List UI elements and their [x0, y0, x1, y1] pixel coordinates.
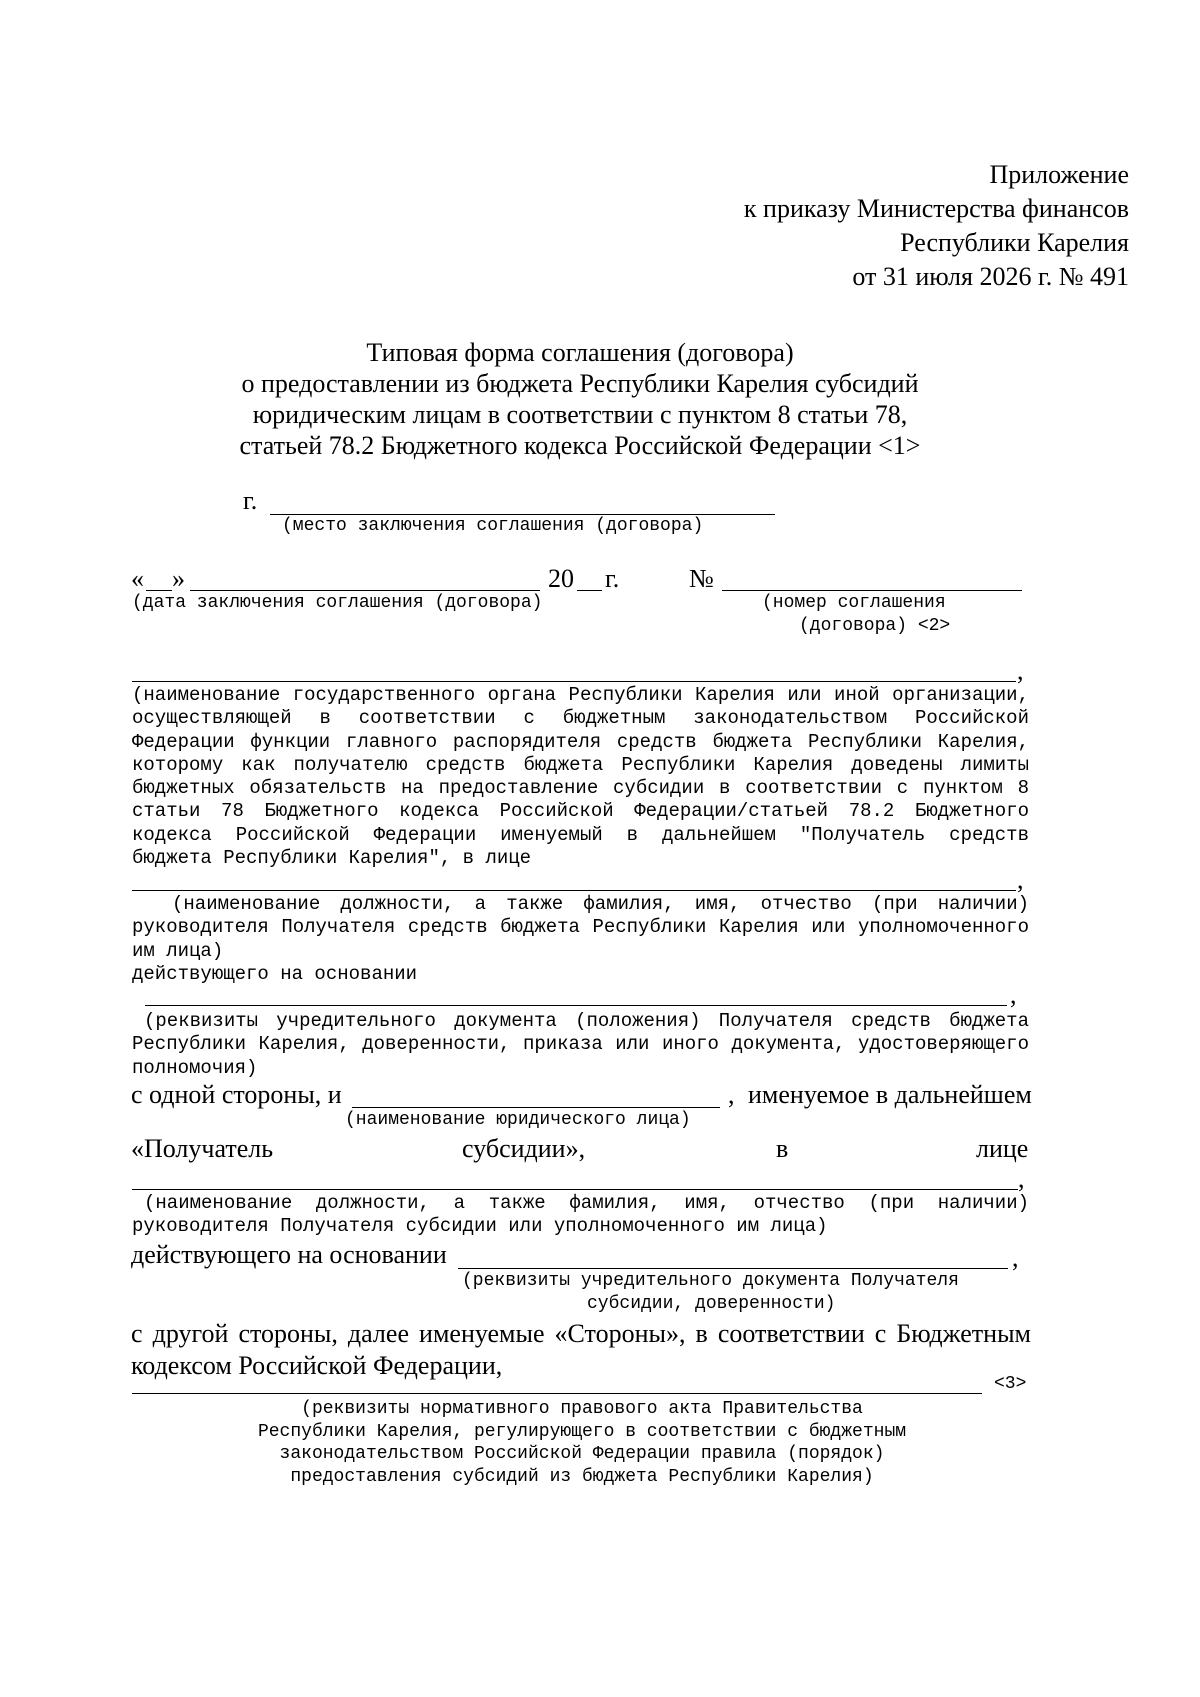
recipient-w2: субсидии»,	[462, 1134, 586, 1163]
footnote-3: <3>	[994, 1374, 1027, 1394]
ministry-head-comma: ,	[1017, 865, 1024, 894]
recipient-head-line	[132, 1189, 1018, 1190]
title-line-3: юридическим лицам в соответствии с пунктом 8 статьи 78,	[252, 400, 908, 429]
ministry-documents-caption: (реквизиты учредительного документа (положения) Получателя средств бюджета Республики Карелия, доверенности, приказа или иного документа, удостоверяющего полномочия)	[132, 1010, 1029, 1079]
year-field-line	[577, 590, 602, 591]
date-caption: (дата заключения соглашения (договора)	[132, 593, 543, 613]
day-field-line	[146, 590, 172, 591]
closing-paragraph: с другой стороны, далее именуемые «Стороны», в соответствии с Бюджетным кодексом Российской Федерации,	[131, 1319, 1031, 1380]
date-quote-open: «	[131, 564, 144, 593]
year-prefix: 20	[548, 564, 574, 593]
recipient-w1: «Получатель	[131, 1134, 274, 1163]
recipient-w4: лице	[976, 1134, 1029, 1163]
hereinafter-text: именуемое в дальнейшем	[748, 1080, 1032, 1109]
order-reference: к приказу Министерства финансов	[743, 194, 1129, 223]
place-caption: (место заключения соглашения (договора)	[282, 516, 704, 536]
legal-entity-comma: ,	[728, 1080, 735, 1109]
recipient-basis-line	[458, 1268, 1008, 1269]
number-sign: №	[689, 564, 714, 593]
ministry-head-line	[132, 890, 1016, 891]
year-suffix: г.	[605, 564, 620, 593]
recipient-w3: в	[776, 1134, 789, 1163]
appendix-label: Приложение	[989, 160, 1129, 189]
ministry-name-line	[132, 681, 1016, 682]
recipient-head-caption: (наименование должности, а также фамилия, имя, отчество (при наличии) руководителя Получателя субсидии или уполномоченного им лица)	[132, 1192, 1029, 1238]
ministry-documents-comma: ,	[1010, 980, 1017, 1009]
number-caption-2: (договора) <2>	[799, 616, 951, 636]
place-field-line	[270, 514, 775, 515]
title-line-1: Типовая форма соглашения (договора)	[366, 338, 794, 367]
place-prefix: г.	[243, 486, 258, 515]
recipient-head-comma: ,	[1018, 1164, 1025, 1193]
ministry-basis-label: действующего на основании	[132, 963, 418, 985]
document-title	[130, 337, 1030, 461]
date-quote-close: »	[172, 564, 185, 593]
recipient-basis-caption-2: субсидии, доверенности)	[587, 1294, 836, 1314]
recipient-basis-comma: ,	[1012, 1243, 1019, 1272]
one-side-text: с одной стороны, и	[131, 1080, 342, 1109]
title-line-4: статьей 78.2 Бюджетного кодекса Российской Федерации <1>	[239, 431, 921, 460]
ministry-comma: ,	[1017, 656, 1024, 685]
agreement-number-line	[722, 590, 1022, 591]
legal-entity-line	[352, 1107, 720, 1108]
appendix-header	[600, 158, 1129, 294]
ministry-documents-line	[145, 1005, 1007, 1006]
legal-entity-caption: (наименование юридического лица)	[345, 1110, 691, 1130]
ministry-caption: (наименование государственного органа Республики Карелия или иной организации, осуществляющей в соответствии с бюджетным законодательством Российской Федерации функции главного распорядителя средств бюджета Республики Карелия, которому как получателю средств бюджета Республики Карелия доведены лимиты бюджетных обязательств на предоставление субсидии в соответствии с пунктом 8 статьи 78 Бюджетного кодекса Российской Федерации/статьей 78.2 Бюджетного кодекса Российской Федерации именуемый в дальнейшем "Получатель средств бюджета Республики Карелия", в лице	[132, 684, 1029, 870]
regulation-caption: (реквизиты нормативного правового акта Правительства Республики Карелия, регулирующего в соответствии с бюджетным законодательством Российской Федерации правила (порядок) предоставления субсидий из бюджета Республики Карелия)	[257, 1399, 907, 1487]
recipient-basis-caption-1: (реквизиты учредительного документа Получателя	[462, 1271, 959, 1291]
regulation-line	[132, 1393, 982, 1394]
month-field-line	[190, 590, 540, 591]
order-date-number: от 31 июля 2026 г. № 491	[852, 262, 1129, 291]
number-caption-1: (номер соглашения	[762, 593, 946, 613]
recipient-basis-label: действующего на основании	[131, 1240, 447, 1269]
title-line-2: о предоставлении из бюджета Республики Карелия субсидий	[241, 369, 919, 398]
ministry-head-caption: (наименование должности, а также фамилия, имя, отчество (при наличии) руководителя Получателя средств бюджета Республики Карелия или уполномоченного им лица)	[132, 893, 1029, 962]
republic-name: Республики Карелия	[900, 228, 1129, 257]
